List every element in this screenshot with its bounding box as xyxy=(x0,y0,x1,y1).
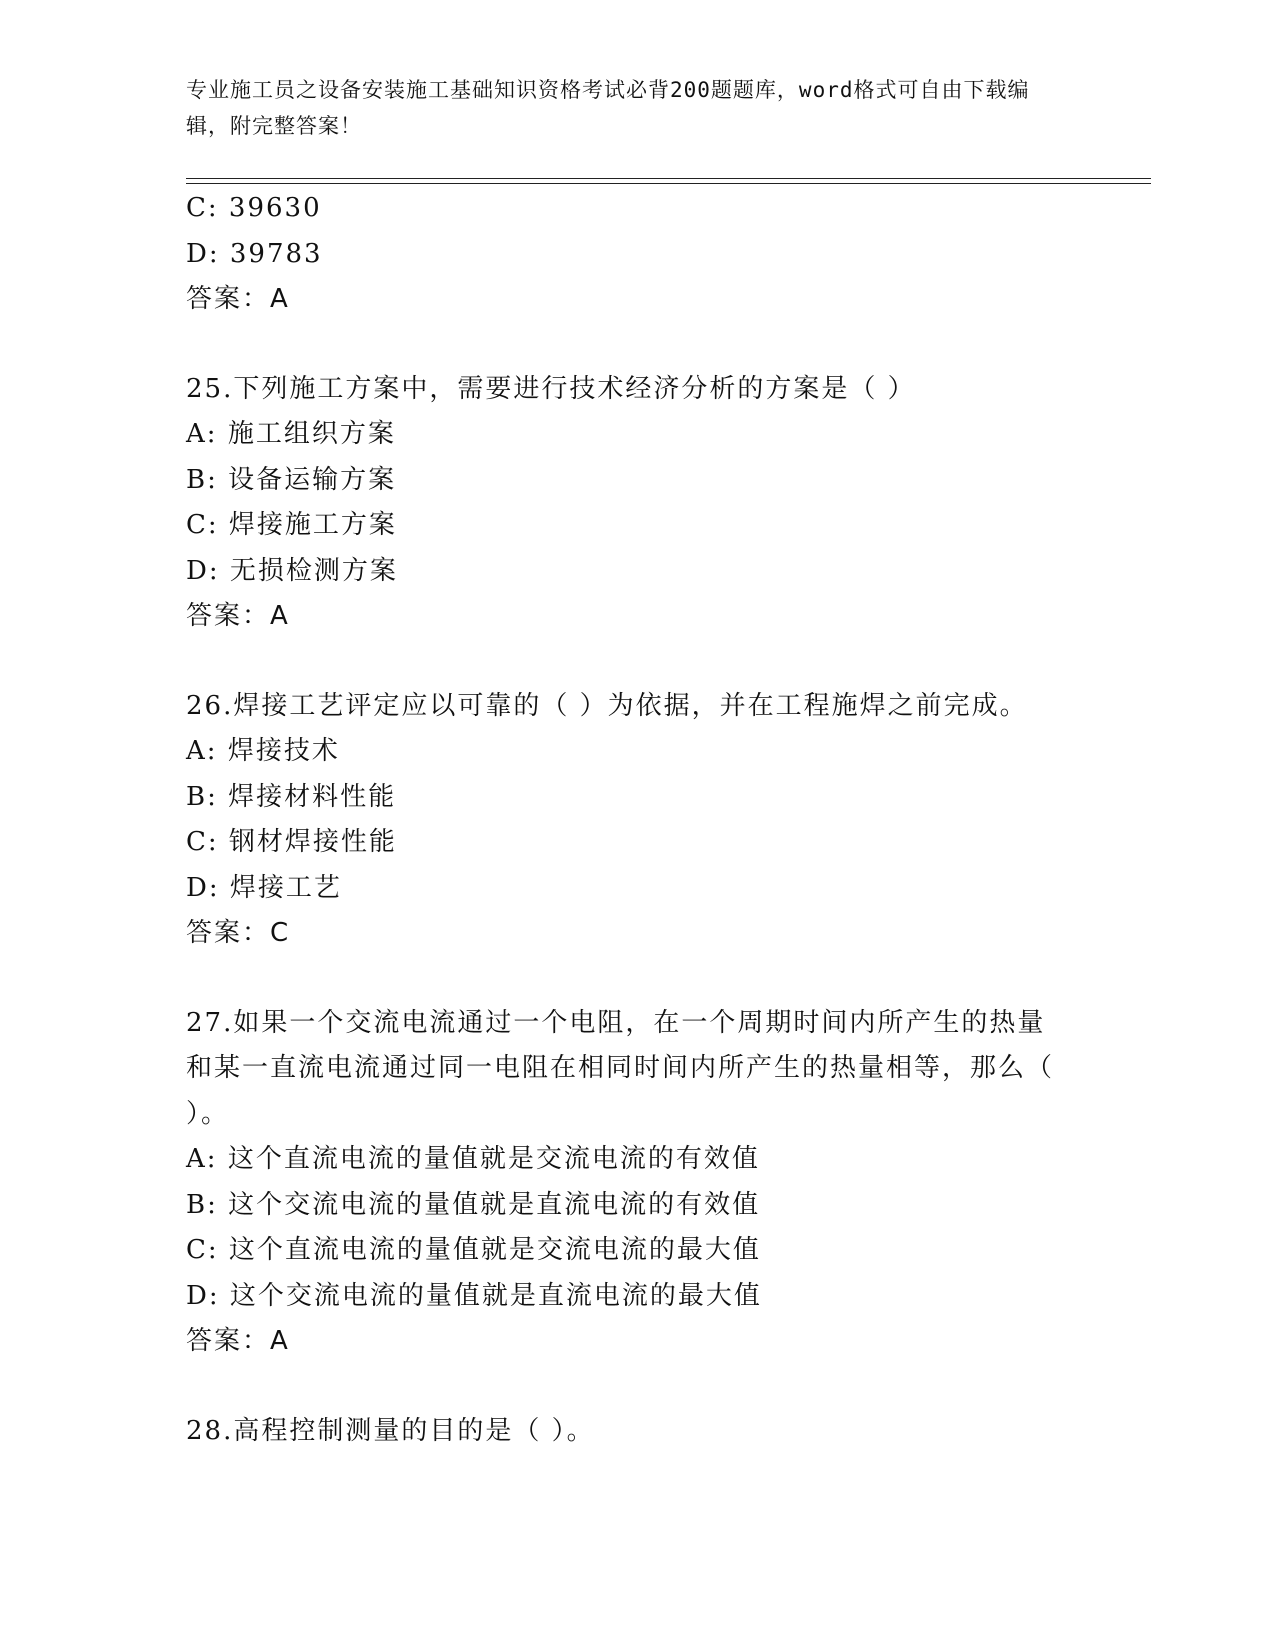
option-text: 这个直流电流的量值就是交流电流的最大值 xyxy=(228,1235,761,1265)
header-divider-bottom xyxy=(186,183,1151,184)
answer-line: 答案：A xyxy=(186,601,290,631)
answer-line: 答案：A xyxy=(186,284,290,314)
question-stem: 26.焊接工艺评定应以可靠的（ ）为依据，并在工程施焊之前完成。 xyxy=(186,690,1028,721)
option-text: 这个交流电流的量值就是直流电流的有效值 xyxy=(228,1189,761,1220)
document-header: 专业施工员之设备安装施工基础知识资格考试必背200题题库，word格式可自由下载编辑，附完整答案！ xyxy=(186,78,1030,138)
option-line xyxy=(186,775,1086,821)
spacer xyxy=(186,1365,1086,1409)
option-line xyxy=(186,820,1086,866)
option-text: 这个交流电流的量值就是直流电流的最大值 xyxy=(229,1280,762,1311)
option-line xyxy=(186,503,1086,549)
prev-question-block xyxy=(186,186,1086,323)
option-line xyxy=(186,458,1086,504)
option-label: B: xyxy=(186,1189,218,1220)
option-text: 无损检测方案 xyxy=(229,555,398,586)
spacer xyxy=(186,323,1086,367)
question-list xyxy=(186,186,1086,1454)
option-label: A: xyxy=(186,736,218,766)
option-line xyxy=(186,1228,1086,1274)
option-text: 焊接施工方案 xyxy=(228,510,397,540)
option-line xyxy=(186,866,1086,912)
option-label: A: xyxy=(186,1144,218,1174)
option-label: C: xyxy=(186,1235,219,1265)
question-stem: 28.高程控制测量的目的是（ ）。 xyxy=(186,1415,595,1446)
option-text: 焊接工艺 xyxy=(229,872,342,903)
option-line xyxy=(186,729,1086,775)
question-stem: 25.下列施工方案中，需要进行技术经济分析的方案是（ ） xyxy=(186,373,916,404)
option-label: B: xyxy=(186,781,218,812)
option-label: D: xyxy=(186,1280,220,1311)
option-label: A: xyxy=(186,419,218,449)
option-text: 钢材焊接性能 xyxy=(228,827,397,857)
option-text: 施工组织方案 xyxy=(227,419,396,449)
option-line xyxy=(186,412,1086,458)
option-label: C: xyxy=(186,193,219,223)
header-divider-top xyxy=(186,178,1151,179)
option-label: B: xyxy=(186,464,218,495)
question-block xyxy=(186,367,1086,640)
option-line xyxy=(186,186,1086,232)
option-text: 39630 xyxy=(228,193,322,223)
question-stem: 27.如果一个交流电流通过一个电阻，在一个周期时间内所产生的热量和某一直流电流通过同一电阻在相同时间内所产生的热量相等，那么（ ）。 xyxy=(186,1007,1055,1129)
option-text: 设备运输方案 xyxy=(228,464,397,495)
answer-line: 答案：C xyxy=(186,918,291,948)
option-label: D: xyxy=(186,872,220,903)
option-label: D: xyxy=(186,555,220,586)
option-text: 39783 xyxy=(229,238,323,269)
answer-line: 答案：A xyxy=(186,1326,290,1356)
question-block xyxy=(186,1409,1086,1455)
spacer xyxy=(186,957,1086,1001)
option-label: D: xyxy=(186,238,220,269)
option-text: 焊接材料性能 xyxy=(228,781,397,812)
question-block xyxy=(186,684,1086,957)
option-line xyxy=(186,1137,1086,1183)
option-label: C: xyxy=(186,510,219,540)
option-line xyxy=(186,232,1086,278)
option-text: 这个直流电流的量值就是交流电流的有效值 xyxy=(227,1144,760,1174)
spacer xyxy=(186,640,1086,684)
option-text: 焊接技术 xyxy=(227,736,340,766)
option-line xyxy=(186,1183,1086,1229)
option-line xyxy=(186,549,1086,595)
question-block xyxy=(186,1001,1086,1365)
option-line xyxy=(186,1274,1086,1320)
option-label: C: xyxy=(186,827,219,857)
